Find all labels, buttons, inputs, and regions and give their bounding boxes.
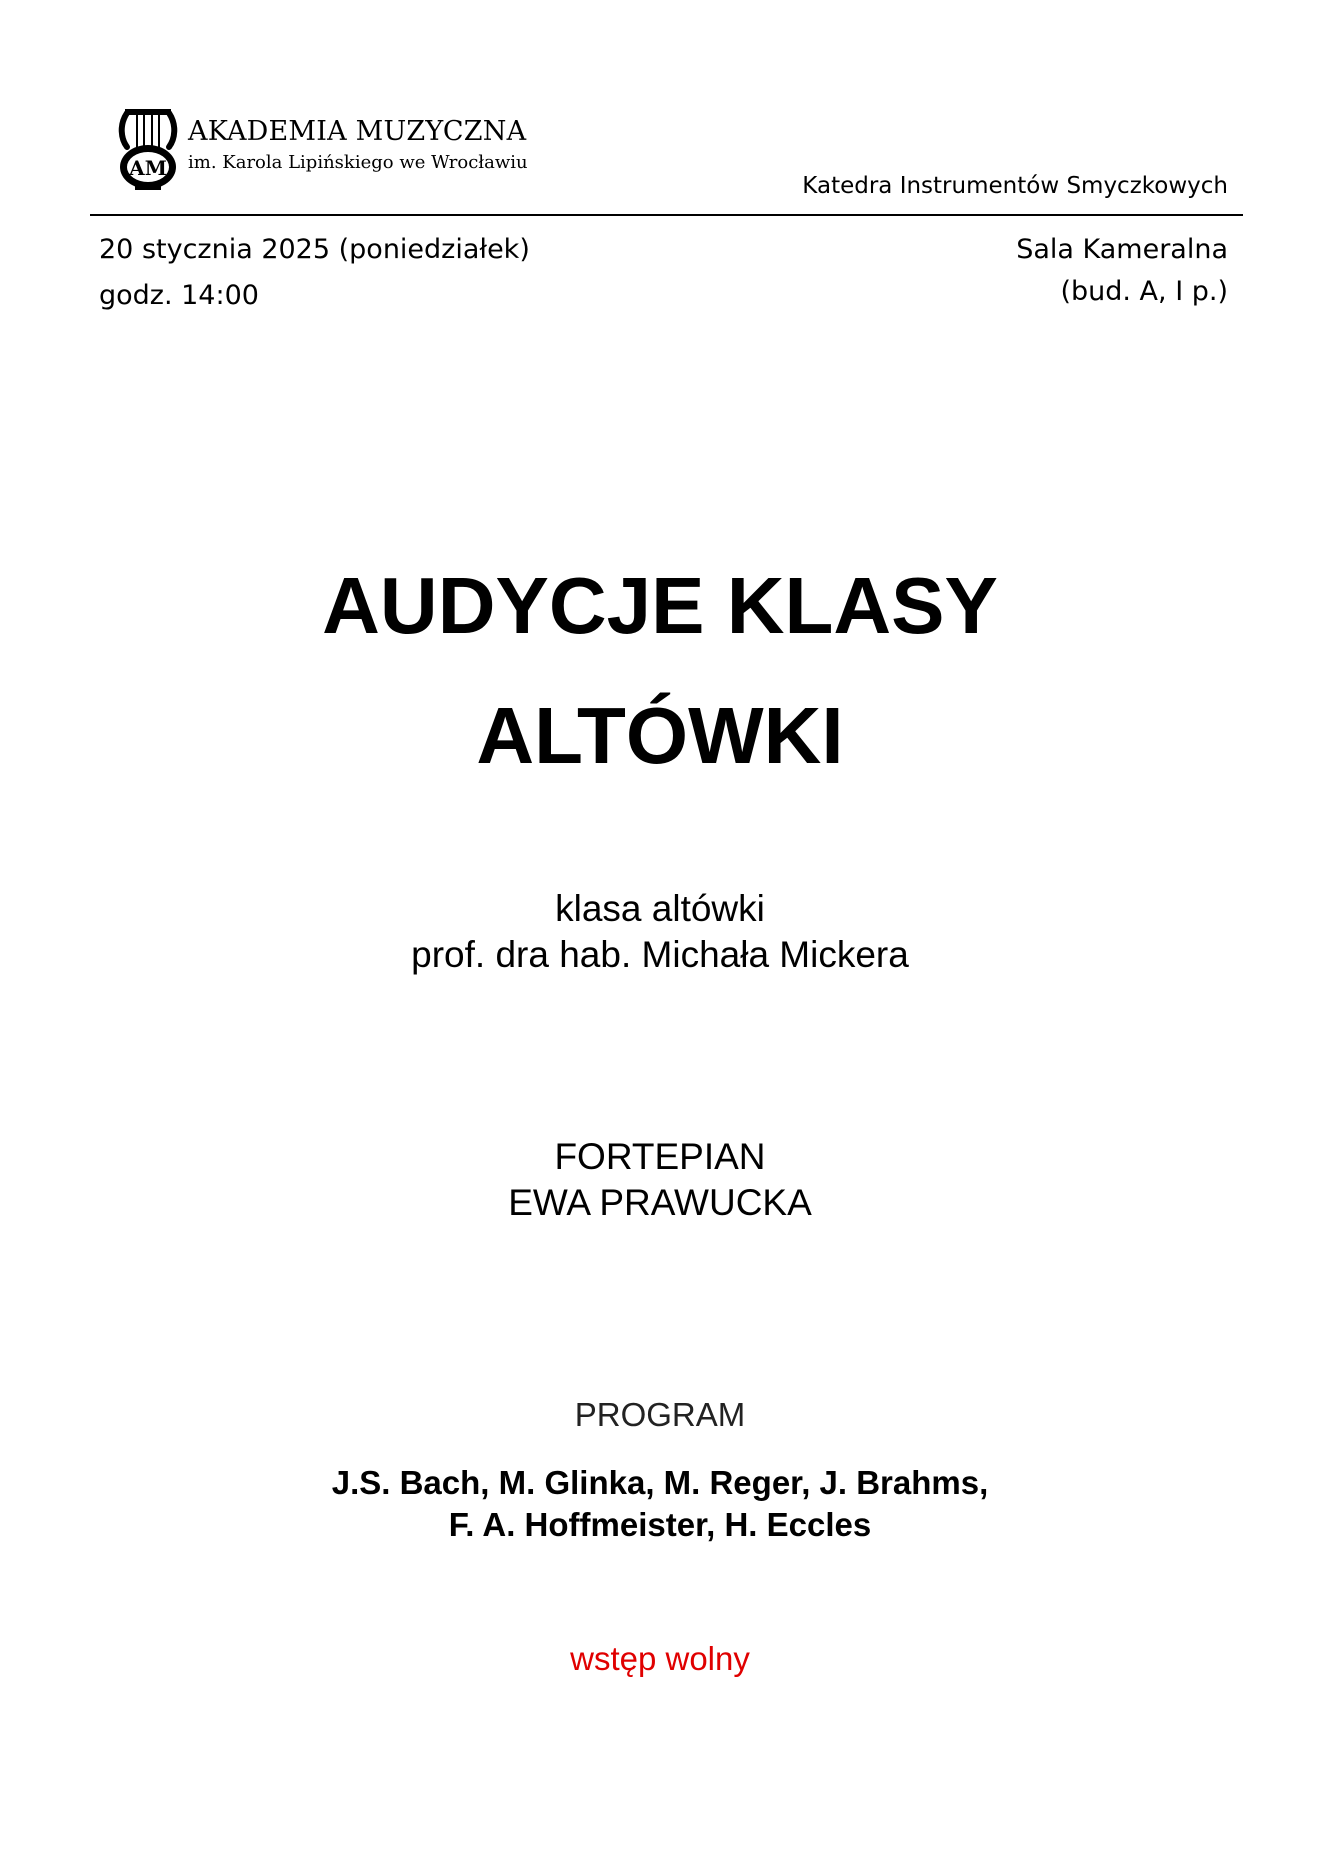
pianist-name: EWA PRAWUCKA [508,1182,812,1223]
header-divider [90,214,1243,216]
event-title-line1: AUDYCJE KLASY [322,561,998,650]
event-time: godz. 14:00 [99,280,259,311]
institution-name: AKADEMIA MUZYCZNA [188,116,527,147]
composers-line2: F. A. Hoffmeister, H. Eccles [448,1506,872,1543]
institution-subtitle: im. Karola Lipińskiego we Wrocławiu [188,152,528,173]
event-venue: Sala Kameralna [1016,234,1228,265]
lyre-icon [113,105,183,191]
event-date: 20 stycznia 2025 (poniedziałek) [99,234,530,265]
class-teacher: prof. dra hab. Michała Mickera [411,934,909,975]
department-name: Katedra Instrumentów Smyczkowych [802,173,1228,199]
logo-monogram: AM [129,156,167,180]
event-title-line2: ALTÓWKI [476,691,844,780]
composers-line1: J.S. Bach, M. Glinka, M. Reger, J. Brahms, [331,1464,989,1501]
class-line1: klasa altówki [555,888,765,929]
event-venue-detail: (bud. A, I p.) [1060,276,1228,307]
piano-heading: FORTEPIAN [554,1136,766,1177]
admission-note: wstęp wolny [570,1640,750,1677]
program-heading: PROGRAM [574,1396,746,1433]
